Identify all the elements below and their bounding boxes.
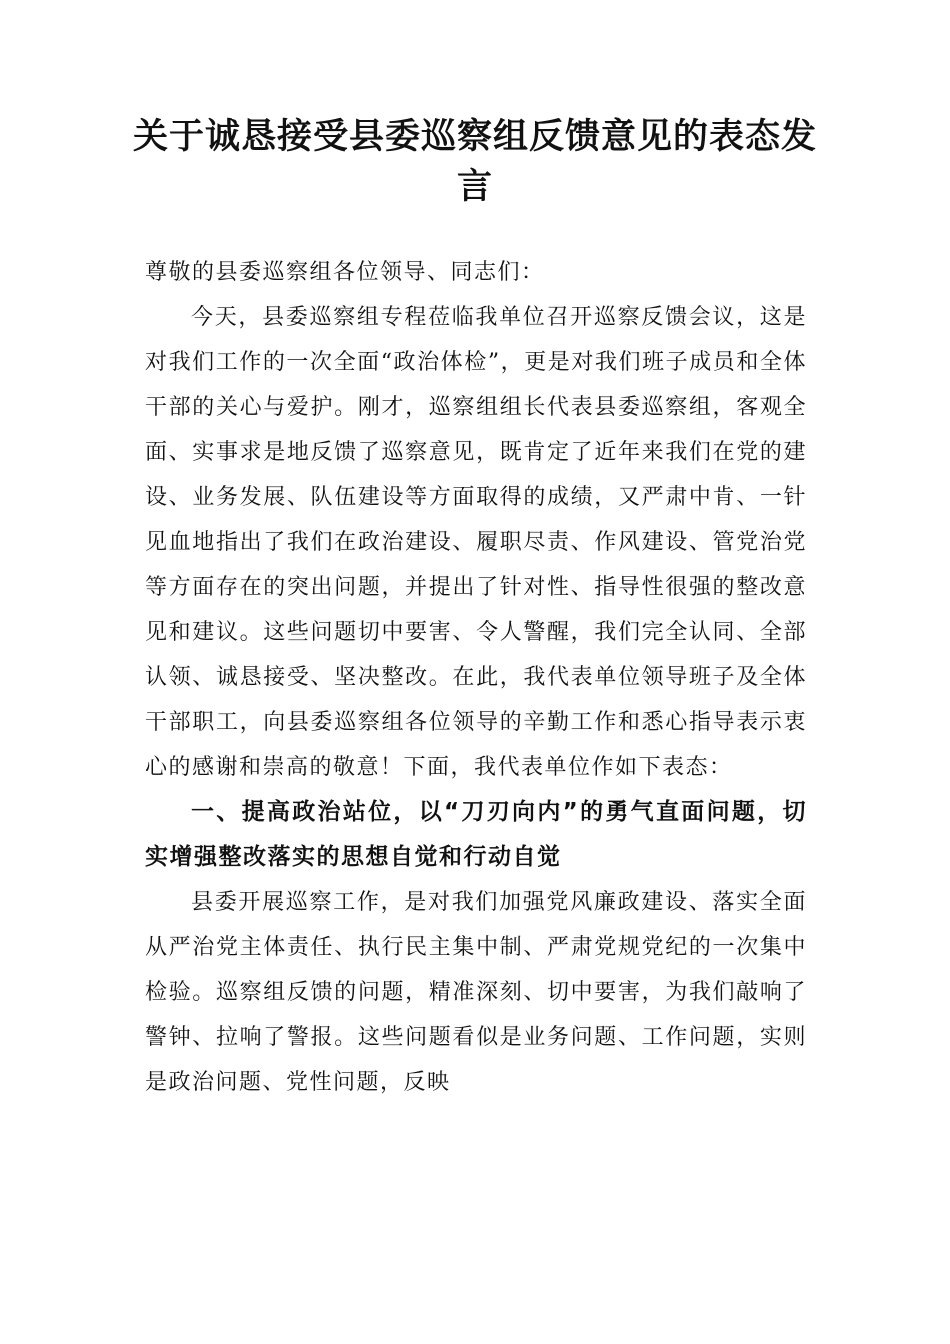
document-body	[145, 250, 807, 1105]
paragraph: 今天，县委巡察组专程莅临我单位召开巡察反馈会议，这是对我们工作的一次全面“政治体检”，更是对我们班子成员和全体干部的关心与爱护。刚才，巡察组组长代表县委巡察组，客观全面、实事求是地反馈了巡察意见，既肯定了近年来我们在党的建设、业务发展、队伍建设等方面取得的成绩，又严肃中肯、一针见血地指出了我们在政治建设、履职尽责、作风建设、管党治党等方面存在的突出问题，并提出了针对性、指导性很强的整改意见和建议。这些问题切中要害、令人警醒，我们完全认同、全部认领、诚恳接受、坚决整改。在此，我代表单位领导班子及全体干部职工，向县委巡察组各位领导的辛勤工作和悉心指导表示衷心的感谢和崇高的敬意！下面，我代表单位作如下表态：	[145, 305, 807, 780]
paragraph: 县委开展巡察工作，是对我们加强党风廉政建设、落实全面从严治党主体责任、执行民主集中制、严肃党规党纪的一次集中检验。巡察组反馈的问题，精准深刻、切中要害，为我们敲响了警钟、拉响了警报。这些问题看似是业务问题、工作问题，实则是政治问题、党性问题，反映	[145, 890, 807, 1095]
section-heading: 一、提高政治站位，以“刀刃向内”的勇气直面问题，切实增强整改落实的思想自觉和行动自觉	[145, 799, 807, 870]
document-title: 关于诚恳接受县委巡察组反馈意见的表态发言	[132, 116, 817, 207]
salutation: 尊敬的县委巡察组各位领导、同志们：	[145, 260, 545, 285]
